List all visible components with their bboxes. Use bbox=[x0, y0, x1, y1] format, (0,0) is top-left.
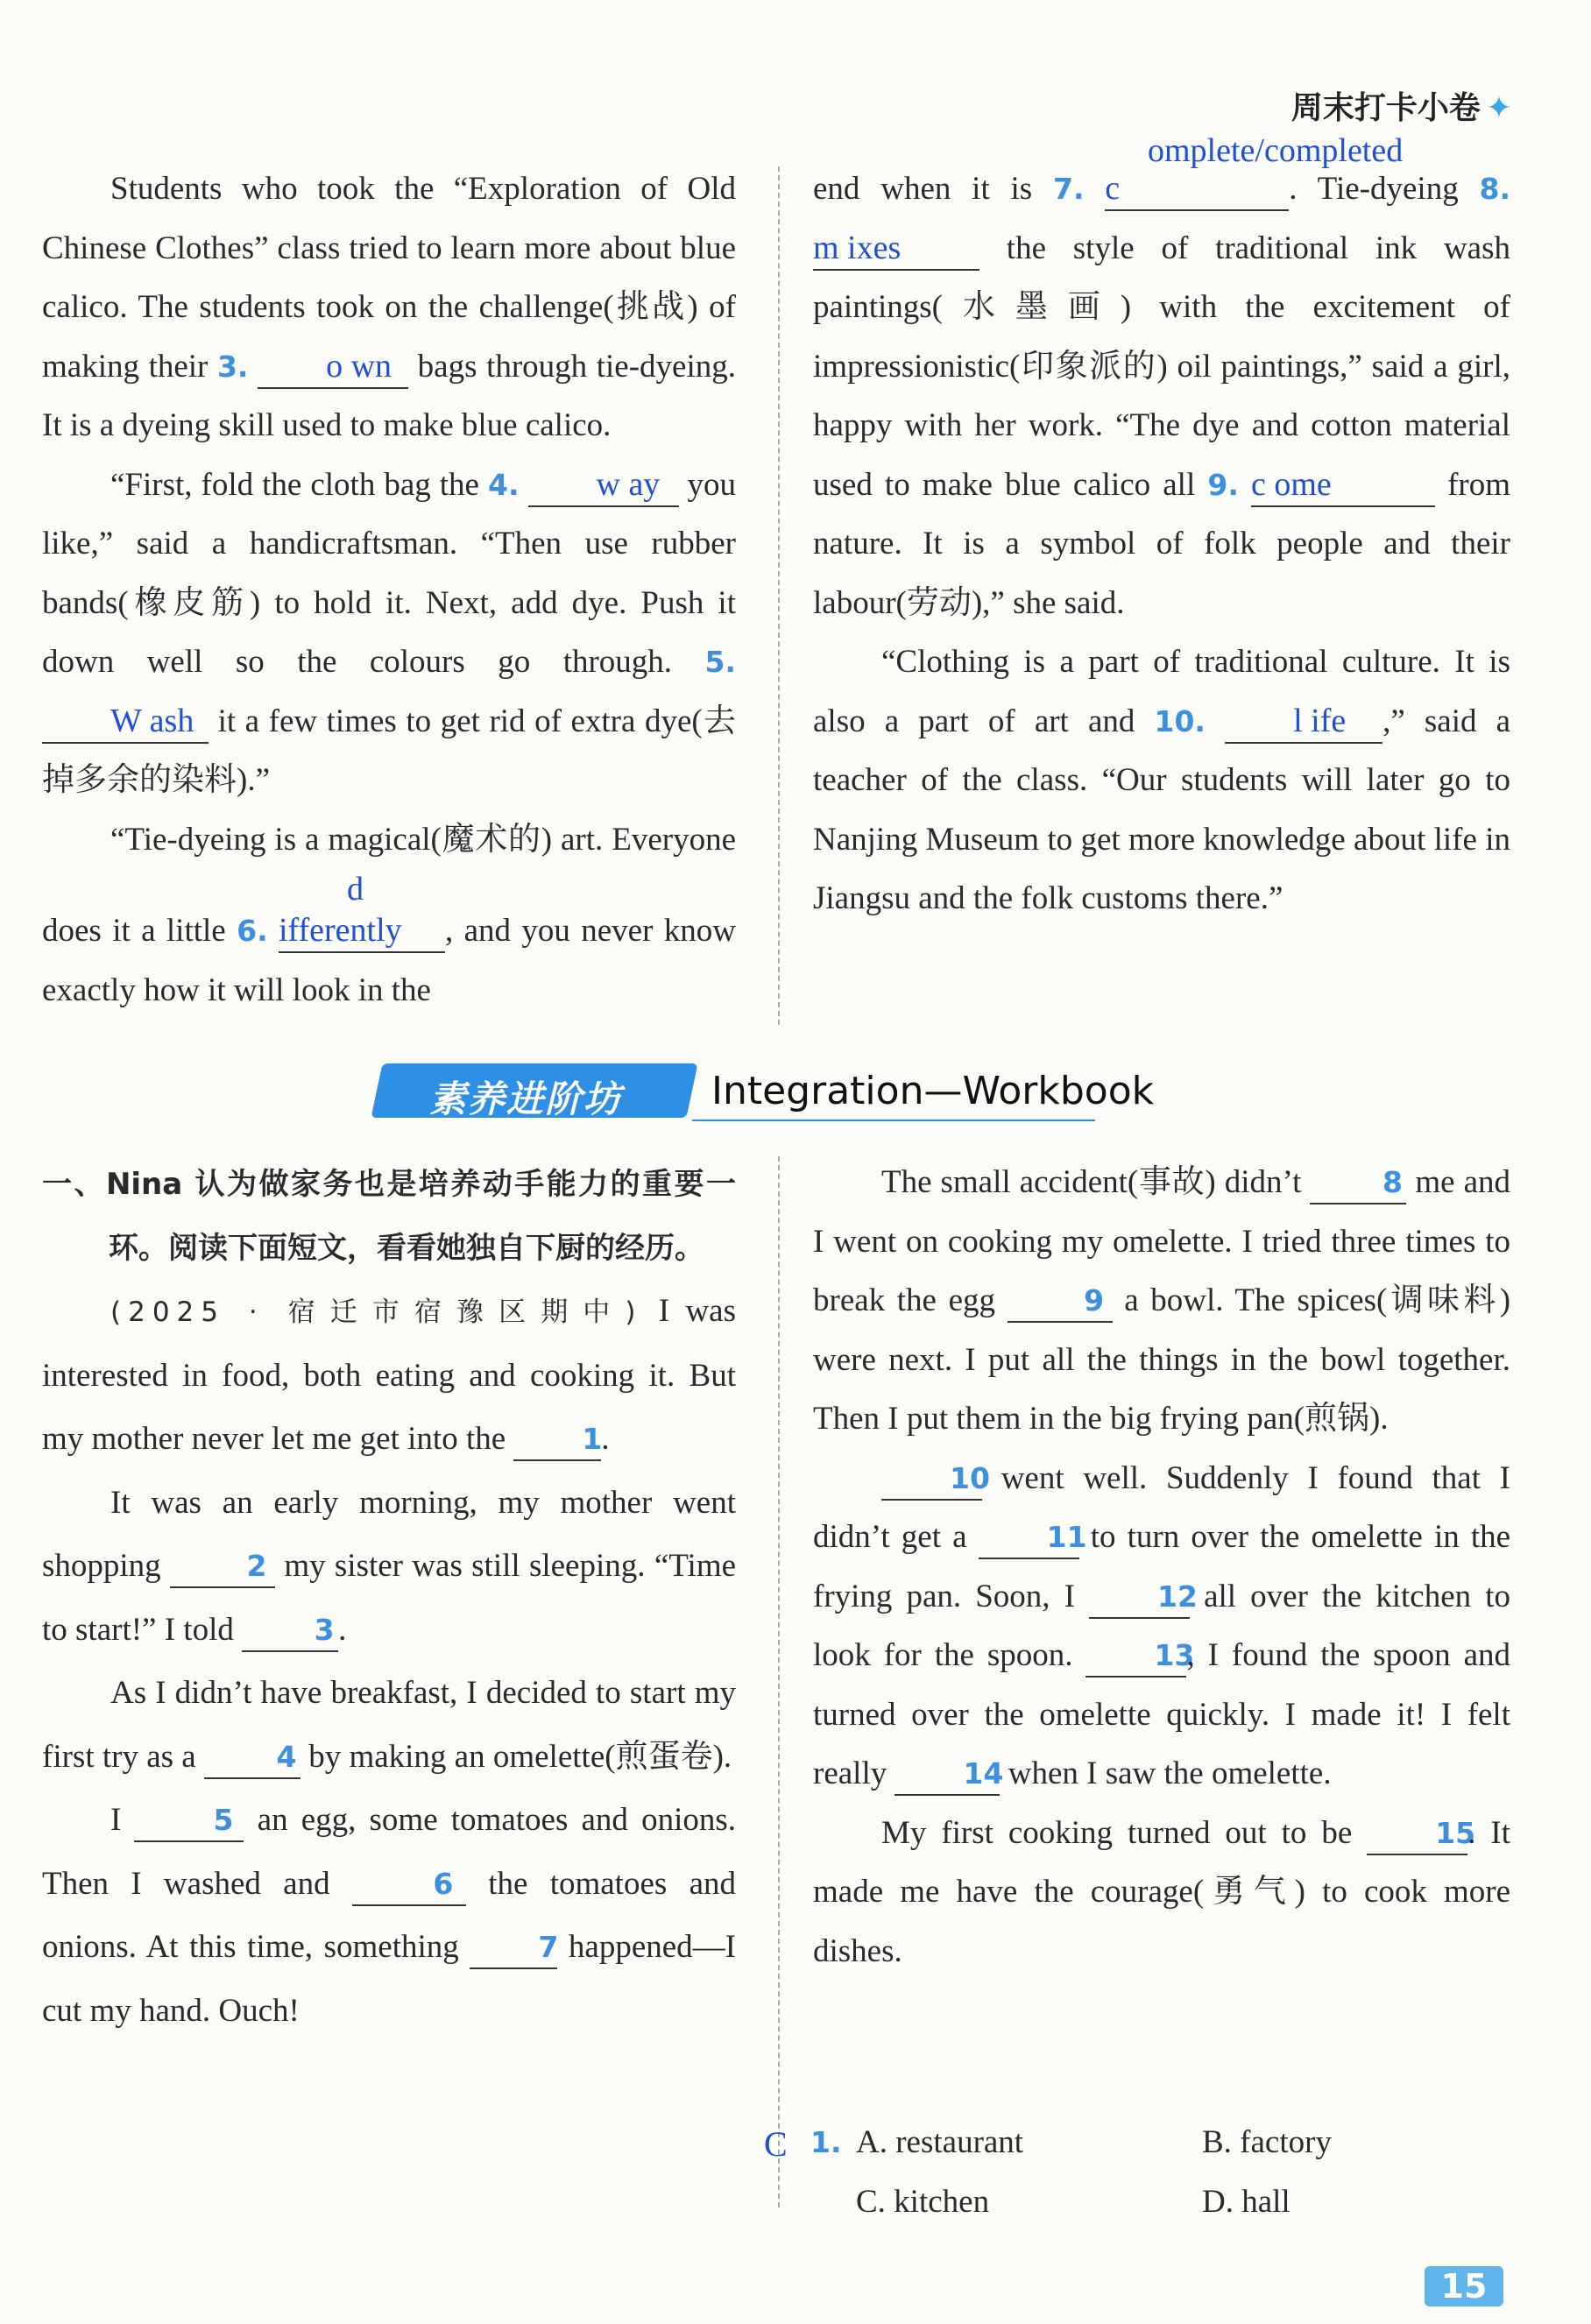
blank-number: 12 bbox=[1157, 1579, 1198, 1614]
section-number: 一、 bbox=[42, 1167, 106, 1202]
answer-blank-10[interactable] bbox=[1225, 701, 1382, 744]
text: to turn over the omelette in the frying pan. Soon, I bbox=[813, 1519, 1511, 1614]
text: “Tie-dyeing is a magical(魔术的) art. Everyone does it a little bbox=[42, 821, 736, 949]
page-number: 15 bbox=[1425, 2266, 1503, 2306]
blank-number: 9 bbox=[1084, 1283, 1105, 1317]
cloze-blank-10[interactable] bbox=[881, 1459, 990, 1501]
paragraph bbox=[42, 810, 736, 1021]
banner-title: Integration—Workbook bbox=[711, 1069, 1155, 1113]
blank-number: 8 bbox=[1382, 1165, 1403, 1199]
question-number-text: 1. bbox=[810, 2125, 842, 2159]
blank-number: 5 bbox=[213, 1803, 234, 1837]
blank-number: 13 bbox=[1154, 1638, 1195, 1672]
answer-text: c ome bbox=[1250, 465, 1332, 503]
answer-text: d ifferently bbox=[278, 871, 402, 949]
option-b[interactable]: B. factory bbox=[1202, 2124, 1332, 2160]
text: the tomatoes and onions. At this time, something bbox=[42, 1865, 736, 1965]
question-number bbox=[810, 2123, 842, 2161]
text: my sister was still sleeping. “Time to start!” I told bbox=[42, 1548, 737, 1648]
cloze-blank-8[interactable] bbox=[1310, 1162, 1406, 1204]
cloze-blank-15[interactable] bbox=[1367, 1813, 1476, 1855]
section-banner bbox=[377, 1060, 1165, 1130]
answer-blank-4[interactable] bbox=[528, 464, 679, 507]
blank-number: 14 bbox=[963, 1756, 1004, 1791]
text: My first cooking turned out to be bbox=[881, 1814, 1353, 1851]
text: happened—I cut my hand. Ouch! bbox=[42, 1929, 736, 2029]
answer-blank-7[interactable] bbox=[1105, 168, 1289, 211]
blank-number: 2 bbox=[246, 1549, 267, 1583]
text: end when it is bbox=[813, 171, 1033, 207]
blank-number: 9. bbox=[1207, 467, 1239, 502]
cloze-blank-13[interactable] bbox=[1085, 1635, 1195, 1678]
paragraph bbox=[813, 1449, 1510, 1804]
text: by making an omelette(煎蛋卷). bbox=[308, 1738, 732, 1775]
answer-blank-5[interactable] bbox=[42, 701, 209, 744]
option-a[interactable]: A. restaurant bbox=[856, 2124, 1024, 2160]
header-title-text: 周末打卡小卷 bbox=[1290, 90, 1481, 126]
instruction-text: Nina 认为做家务也是培养动手能力的重要一环。阅读下面短文，看看她独自下厨的经历。 bbox=[105, 1167, 736, 1266]
bottom-right-column bbox=[813, 1153, 1510, 1981]
text: It was an early morning, my mother went shopping bbox=[42, 1484, 736, 1584]
text: As I didn’t have breakfast, I decided to start my first try as a bbox=[42, 1675, 736, 1775]
text: I bbox=[110, 1802, 122, 1838]
blank-number: 5. bbox=[704, 645, 737, 679]
text: I was interested in food, both eating and cooking it. But my mother never let me get into the bbox=[42, 1293, 736, 1457]
text: when I saw the omelette. bbox=[1008, 1755, 1332, 1791]
top-right-column bbox=[813, 159, 1510, 929]
text: , I found the spoon and turned over the omelette quickly. I made it! I felt really bbox=[813, 1637, 1510, 1791]
paragraph: (2025 · 宿迁市宿豫区期中) I was interested in food, both eating and cooking it. But my mother never let me get into the 1. bbox=[42, 1280, 736, 1472]
paragraph bbox=[42, 456, 736, 810]
bottom-left-column bbox=[42, 1153, 736, 2043]
cloze-blank-11[interactable] bbox=[979, 1517, 1087, 1559]
blank-number: 3. bbox=[216, 349, 249, 384]
paragraph bbox=[813, 1153, 1510, 1449]
option-d[interactable]: D. hall bbox=[1202, 2184, 1290, 2220]
source-note: (2025 · 宿迁市宿豫区期中) bbox=[110, 1296, 643, 1328]
option-c[interactable]: C. kitchen bbox=[856, 2184, 990, 2220]
paragraph bbox=[813, 632, 1510, 929]
cloze-blank-12[interactable] bbox=[1089, 1577, 1198, 1619]
blank-number: 6. bbox=[237, 914, 268, 948]
text: it a few times to get rid of extra dye(去掉多余的染料).” bbox=[42, 703, 737, 798]
text: . It made me have the courage(勇气) to cook more dishes. bbox=[813, 1814, 1510, 1969]
cloze-blank-7[interactable] bbox=[470, 1927, 557, 1969]
text: “Clothing is a part of traditional culture. It is also a part of art and bbox=[813, 644, 1510, 739]
cloze-blank-2[interactable] bbox=[170, 1546, 275, 1588]
banner-badge-text: 素养进阶坊 bbox=[429, 1077, 623, 1120]
answer-text: c bbox=[1105, 170, 1121, 207]
text: from nature. It is a symbol of folk people and their labour(劳动),” she said. bbox=[813, 466, 1511, 621]
answer-text: l ife bbox=[1293, 702, 1347, 739]
blank-number: 15 bbox=[1435, 1815, 1476, 1850]
column-divider bbox=[778, 1156, 780, 2207]
answer-text: W ash bbox=[110, 702, 194, 739]
text: . Tie-dyeing bbox=[1289, 171, 1459, 207]
blank-number: 8. bbox=[1479, 172, 1510, 206]
text: Students who took the “Exploration of Old Chinese Clothes” class tried to learn more about blue calico. The students took on the challenge(挑战) of making their bbox=[42, 171, 736, 385]
paragraph: It was an early morning, my mother went shopping 2 my sister was still sleeping. “Time to start!” I told 3 . bbox=[42, 1472, 736, 1663]
text: me and I went on cooking my omelette. I tried three times to break the egg bbox=[813, 1164, 1511, 1318]
banner-underline bbox=[692, 1120, 1095, 1121]
cloze-blank-6[interactable] bbox=[352, 1864, 466, 1906]
blank-number: 7 bbox=[538, 1930, 559, 1964]
text: a bowl. The spices(调味料) were next. I put all the things in the bowl together. Then I put them in the big frying pan(煎锅). bbox=[813, 1282, 1511, 1437]
cloze-blank-14[interactable] bbox=[894, 1754, 1004, 1796]
cloze-blank-4[interactable] bbox=[204, 1737, 301, 1779]
text: bags through tie-dyeing. It is a dyeing skill used to make blue calico. bbox=[42, 348, 737, 443]
handwritten-answer-7: omplete/completed bbox=[1148, 132, 1404, 169]
text: went well. Suddenly I found that I didn’t get a bbox=[813, 1459, 1510, 1555]
instruction bbox=[42, 1153, 736, 1280]
blank-number: 6 bbox=[433, 1866, 454, 1901]
cloze-blank-1[interactable] bbox=[513, 1419, 601, 1461]
column-divider bbox=[778, 166, 780, 1025]
answer-text: m ixes bbox=[813, 229, 902, 266]
text: the style of traditional ink wash paintings(水墨画) with the excitement of impressionistic(印象派的) oil paintings,” said a girl, happy with her work. “The dye and cotton material used to make blue calico all bbox=[813, 230, 1511, 503]
answer-blank-3[interactable] bbox=[258, 346, 408, 389]
paragraph bbox=[813, 1804, 1510, 1981]
blank-number: 10. bbox=[1154, 703, 1206, 738]
blank-number: 3 bbox=[314, 1612, 335, 1647]
top-left-column bbox=[42, 159, 736, 1020]
text: The small accident(事故) didn’t bbox=[881, 1164, 1302, 1200]
text: all over the kitchen to look for the spoon. bbox=[813, 1578, 1510, 1673]
answer-blank-6[interactable] bbox=[279, 869, 445, 953]
sparkle-icon: ✦ bbox=[1485, 90, 1512, 126]
blank-number: 1 bbox=[582, 1422, 603, 1456]
paragraph bbox=[813, 159, 1510, 632]
answer-text: o wn bbox=[326, 347, 392, 385]
answer-blank-8[interactable] bbox=[813, 228, 979, 271]
blank-number: 4. bbox=[487, 467, 520, 502]
header-title bbox=[1291, 83, 1512, 128]
blank-number: 7. bbox=[1053, 172, 1085, 206]
text: you like,” said a handicraftsman. “Then use rubber bands(橡皮筋) to hold it. Next, add dye. Push it down well so the colours go through. bbox=[42, 466, 737, 680]
paragraph bbox=[42, 159, 736, 456]
cloze-blank-5[interactable] bbox=[134, 1800, 244, 1842]
paragraph bbox=[42, 1789, 736, 2043]
text: , and you never know exactly how it will look in the bbox=[42, 913, 737, 1008]
blank-number: 4 bbox=[276, 1739, 297, 1774]
handwritten-answer-mark: C bbox=[764, 2124, 788, 2164]
cloze-blank-9[interactable] bbox=[1008, 1281, 1113, 1323]
answer-blank-9[interactable] bbox=[1251, 464, 1435, 507]
text: “First, fold the cloth bag the bbox=[110, 466, 479, 503]
text: an egg, some tomatoes and onions. Then I washed and bbox=[42, 1802, 737, 1902]
text: ,” said a teacher of the class. “Our students will later go to Nanjing Museum to get more knowledge about life in Jiangsu and the folk customs there.” bbox=[813, 703, 1511, 916]
paragraph bbox=[42, 1662, 736, 1789]
blank-number: 10 bbox=[950, 1460, 990, 1495]
cloze-blank-3[interactable] bbox=[242, 1610, 338, 1652]
blank-number: 11 bbox=[1046, 1520, 1087, 1554]
answer-text: w ay bbox=[596, 465, 661, 503]
